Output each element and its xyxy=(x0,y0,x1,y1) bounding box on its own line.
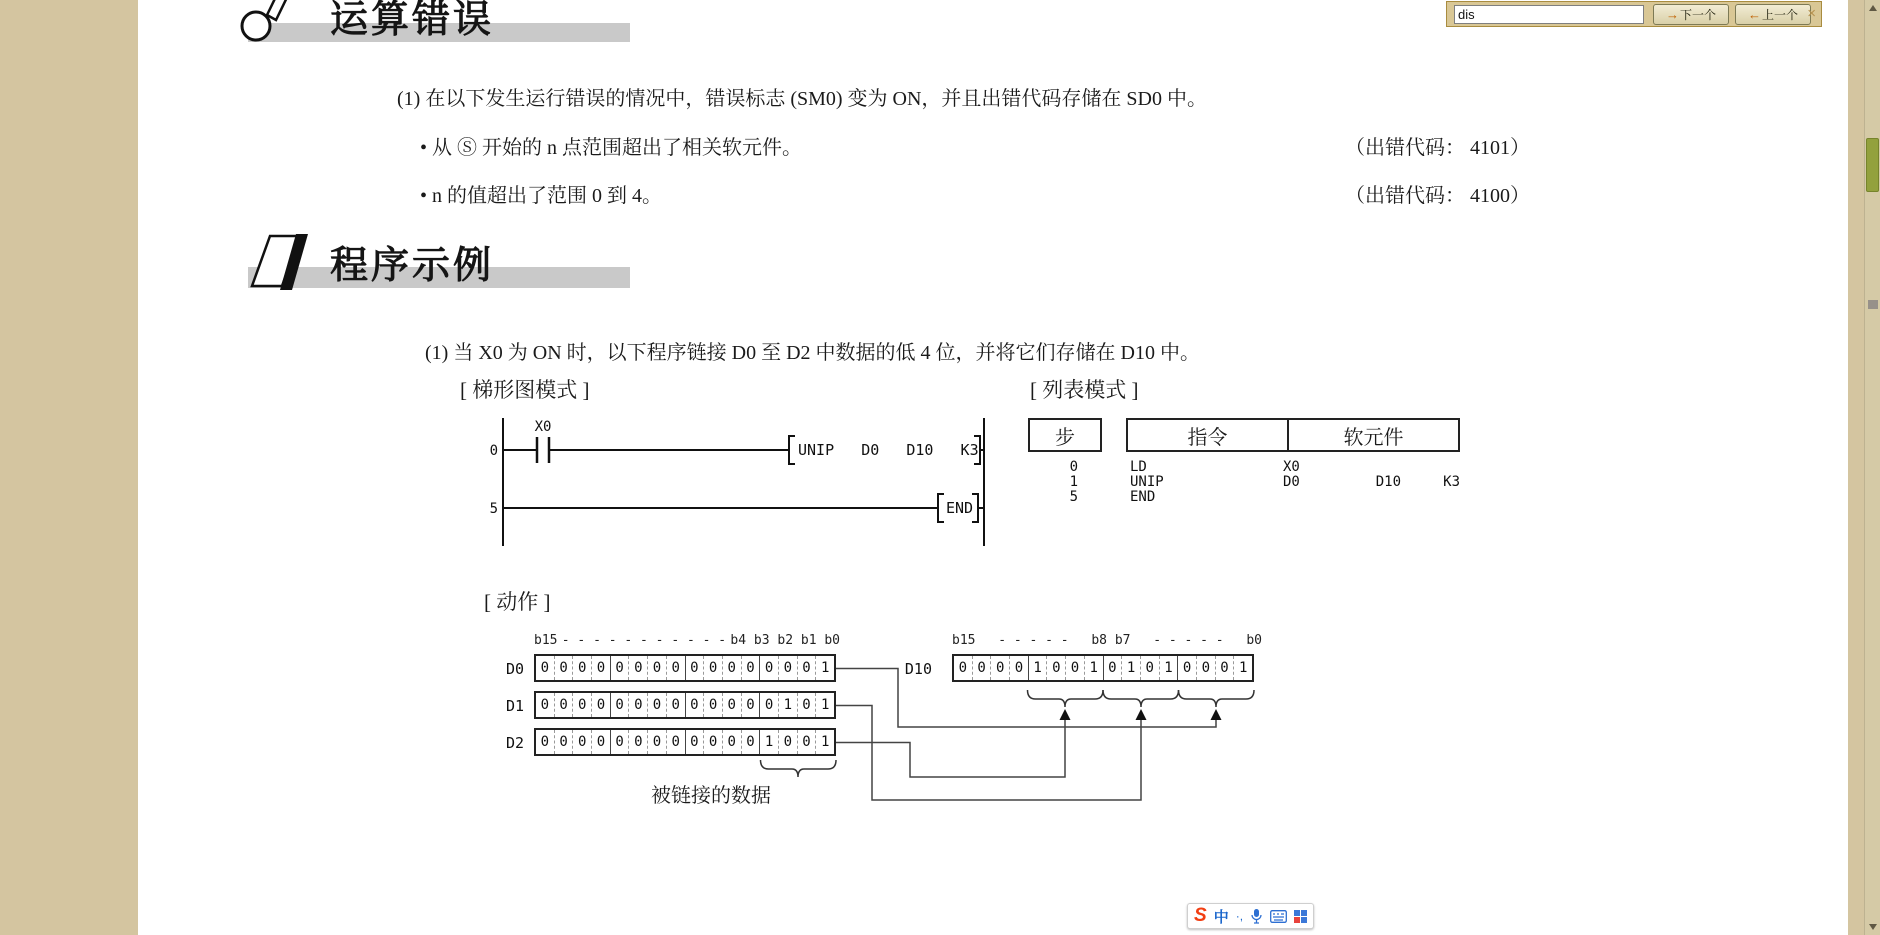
table-row-devices: X0 xyxy=(1283,459,1300,475)
table-header-instruction: 指令 xyxy=(1187,426,1228,449)
example-paragraph: (1) 当 X0 为 ON 时，以下程序链接 D0 至 D2 中数据的低 4 位，并将它们存储在 D10 中。 xyxy=(425,342,1200,364)
bit-cell: 0 xyxy=(591,656,610,680)
bit-cell: 0 xyxy=(741,730,760,754)
section-title-example: 程序示例 xyxy=(330,245,495,287)
bit-cell: 0 xyxy=(572,693,591,717)
bit-cell: 1 xyxy=(815,693,834,717)
bit-cell: 1 xyxy=(1121,656,1140,680)
ladder-mode-label: [ 梯形图模式 ] xyxy=(460,378,590,402)
bit-cell: 0 xyxy=(778,730,797,754)
bit-header-dashes: - - - - - - - - - - - xyxy=(561,633,727,648)
table-row-instruction: UNIP xyxy=(1130,474,1164,490)
table-row-step: 0 xyxy=(1069,459,1078,475)
error-code: （出错代码： 4100） xyxy=(1345,185,1530,207)
microphone-icon[interactable] xyxy=(1250,908,1263,924)
bit-cell: 0 xyxy=(685,656,704,680)
bit-cell: 0 xyxy=(554,656,573,680)
bit-cell: 0 xyxy=(1215,656,1234,680)
table-header-step: 步 xyxy=(1028,418,1102,452)
bit-cell: 0 xyxy=(554,693,573,717)
bit-cell: 0 xyxy=(972,656,991,680)
bit-cell: 0 xyxy=(610,693,629,717)
bit-cell: 0 xyxy=(610,656,629,680)
register-label-d2: D2 xyxy=(505,734,524,752)
bit-cell: 1 xyxy=(778,693,797,717)
bit-cell: 0 xyxy=(591,693,610,717)
bit-cell: 1 xyxy=(815,730,834,754)
bit-cell: 0 xyxy=(666,656,685,680)
bit-cell: 0 xyxy=(778,656,797,680)
section-title-error: 运算错误 xyxy=(330,0,495,41)
action-label: [ 动作 ] xyxy=(484,590,551,614)
scrollbar[interactable] xyxy=(1864,0,1880,935)
ime-toolbar xyxy=(1187,903,1314,929)
up-arrow-icon xyxy=(1869,5,1877,11)
bit-cell: 0 xyxy=(797,730,816,754)
bit-cell: 1 xyxy=(759,730,778,754)
bit-cell: 0 xyxy=(1103,656,1122,680)
rung-step-number: 0 xyxy=(489,443,498,459)
find-close-icon[interactable]: × xyxy=(1807,5,1816,22)
table-row-instruction: LD xyxy=(1130,459,1147,475)
bit-header-dashes: - - - - - xyxy=(1153,633,1224,648)
bit-cell: 0 xyxy=(647,656,666,680)
bit-cell: 0 xyxy=(540,697,550,713)
bit-cell: 0 xyxy=(572,730,591,754)
find-next-label: 下一个 xyxy=(1679,8,1716,22)
bit-cell: 0 xyxy=(741,693,760,717)
ladder-end-instruction: END xyxy=(946,499,974,517)
bit-cell: 0 xyxy=(554,730,573,754)
bit-cell: 0 xyxy=(666,693,685,717)
register-label-d0: D0 xyxy=(505,660,524,678)
document-page xyxy=(138,0,1848,935)
scroll-up-button[interactable] xyxy=(1865,0,1880,16)
bit-cell: 0 xyxy=(797,656,816,680)
bit-header-b4b0: b4 b3 b2 b1 b0 xyxy=(730,633,840,648)
bit-cell: 0 xyxy=(647,730,666,754)
bit-cell: 0 xyxy=(722,656,741,680)
register-label-d10: D10 xyxy=(904,660,932,678)
bit-cell: 0 xyxy=(722,693,741,717)
bit-cell: 0 xyxy=(540,660,550,676)
ime-punctuation-toggle-icon[interactable]: ·, xyxy=(1235,909,1244,923)
down-arrow-icon xyxy=(1869,924,1877,930)
bit-cell: 0 xyxy=(540,734,550,750)
bit-cell: 0 xyxy=(1196,656,1215,680)
bit-cell: 0 xyxy=(990,656,1009,680)
bit-header-b15: b15 xyxy=(952,633,976,648)
bit-cell: 0 xyxy=(703,656,722,680)
bit-cell: 0 xyxy=(591,730,610,754)
bit-cell: 0 xyxy=(628,656,647,680)
table-row-instruction: END xyxy=(1130,489,1156,505)
table-row-step: 5 xyxy=(1069,489,1078,505)
bit-cell: 0 xyxy=(722,730,741,754)
bit-cell: 0 xyxy=(703,730,722,754)
ime-toolbox-grid-icon[interactable] xyxy=(1294,910,1307,923)
table-row-step: 1 xyxy=(1069,474,1078,490)
next-arrow-icon: → xyxy=(1665,7,1679,22)
bit-cell: 0 xyxy=(647,693,666,717)
bit-cell: 0 xyxy=(628,693,647,717)
bit-header-b0: b0 xyxy=(1246,633,1262,648)
scroll-search-marker xyxy=(1868,300,1878,309)
find-next-button[interactable] xyxy=(1653,4,1729,25)
bit-cell: 1 xyxy=(1084,656,1103,680)
sogou-logo-icon[interactable]: S xyxy=(1194,905,1207,926)
bit-cell: 0 xyxy=(1009,656,1028,680)
list-mode-label: [ 列表模式 ] xyxy=(1030,378,1139,402)
table-row-devices: D0 D10 K3 xyxy=(1283,474,1461,490)
bit-header-dashes: - - - - - xyxy=(998,633,1069,648)
find-toolbar xyxy=(1446,1,1822,27)
bit-cell: 0 xyxy=(741,656,760,680)
bit-cell: 0 xyxy=(1177,656,1196,680)
scroll-down-button[interactable] xyxy=(1865,919,1880,935)
ladder-diagram xyxy=(478,413,1008,558)
linked-data-label: 被链接的数据 xyxy=(651,785,771,807)
bit-cell: 0 xyxy=(628,730,647,754)
bit-cell: 0 xyxy=(703,693,722,717)
bit-cell: 1 xyxy=(815,656,834,680)
bit-cell: 0 xyxy=(1065,656,1084,680)
bit-cell: 0 xyxy=(797,693,816,717)
error-bullet-row xyxy=(420,179,1530,208)
bit-cell: 0 xyxy=(759,693,778,717)
bit-cell: 0 xyxy=(610,730,629,754)
find-prev-button[interactable] xyxy=(1735,4,1811,25)
bit-cell: 0 xyxy=(666,730,685,754)
contact-label: X0 xyxy=(534,419,552,435)
find-input[interactable] xyxy=(1454,5,1644,24)
bit-header-b8b7: b8 b7 xyxy=(1091,633,1131,648)
bit-cell: 0 xyxy=(685,693,704,717)
bit-cell: 0 xyxy=(1140,656,1159,680)
ladder-instruction: UNIP D0 D10 K3 xyxy=(798,441,979,459)
bit-cell: 0 xyxy=(958,660,968,676)
register-label-d1: D1 xyxy=(505,697,524,715)
soft-keyboard-icon[interactable] xyxy=(1270,910,1287,923)
table-header-box xyxy=(1126,418,1460,452)
bit-cell: 1 xyxy=(1233,656,1252,680)
bullet-text: • n 的值超出了范围 0 到 4。 xyxy=(420,185,663,207)
prev-arrow-icon: ← xyxy=(1747,7,1761,22)
bit-cell: 0 xyxy=(759,656,778,680)
bit-header-b15: b15 xyxy=(534,633,558,648)
error-paragraph: (1) 在以下发生运行错误的情况中，错误标志 (SM0) 变为 ON，并且出错代码存储在 SD0 中。 xyxy=(397,88,1207,110)
bit-cell: 0 xyxy=(685,730,704,754)
bit-cell: 1 xyxy=(1159,656,1178,680)
error-bullet-row xyxy=(420,131,1530,160)
error-code: （出错代码： 4101） xyxy=(1345,137,1530,159)
pen-circle-icon xyxy=(234,0,306,44)
bit-connector-lines xyxy=(478,630,1278,820)
bit-cell: 0 xyxy=(572,656,591,680)
bit-cell: 1 xyxy=(1028,656,1047,680)
rung-step-number: 5 xyxy=(489,501,498,517)
parallelogram-pen-icon xyxy=(238,234,322,292)
table-header-device: 软元件 xyxy=(1287,420,1458,450)
bit-cell: 0 xyxy=(1046,656,1065,680)
scrollbar-thumb[interactable] xyxy=(1866,138,1879,192)
find-prev-label: 上一个 xyxy=(1761,8,1798,22)
bullet-text: • 从 Ⓢ 开始的 n 点范围超出了相关软元件。 xyxy=(420,137,803,159)
ime-language-toggle[interactable]: 中 xyxy=(1213,908,1229,926)
